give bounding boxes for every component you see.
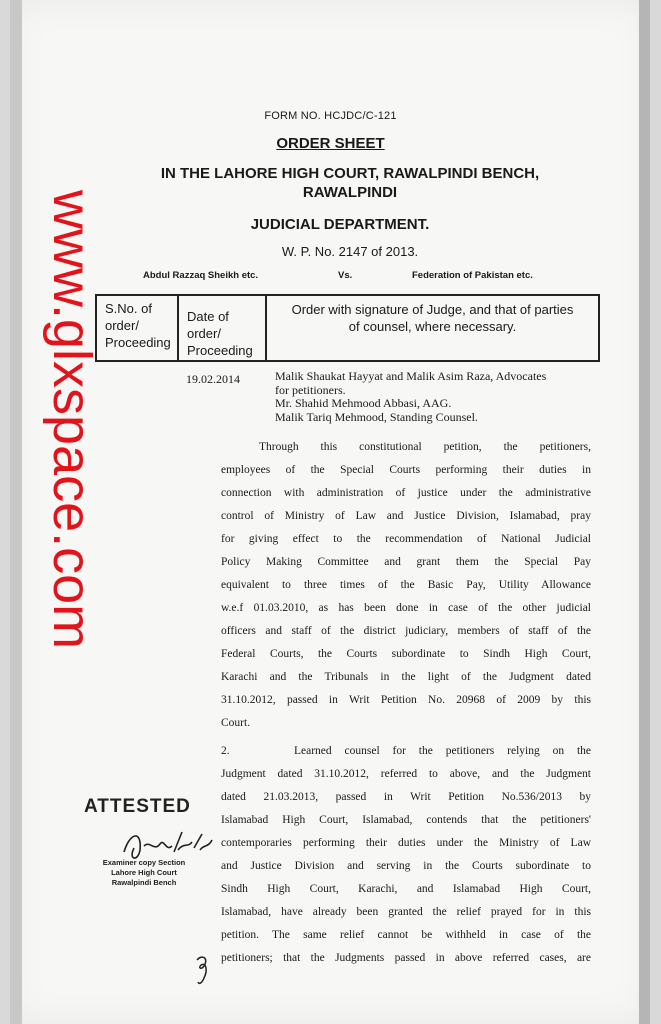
- respondent-name: Federation of Pakistan etc.: [412, 270, 533, 281]
- counsel-appearances: Malik Shaukat Hayyat and Malik Asim Raza, Advocates for petitioners. Mr. Shahid Mehmood Abbasi, AAG. Malik Tariq Mehmood, Standing Counsel.: [275, 369, 547, 424]
- paragraph-2: 2. Learned counsel for the petitioners relying on the Judgment dated 31.10.2012, referred to above, and the Judgment dated 21.03.2013, passed in Writ Petition No.536/2013 by Islamabad High Court, Islamabad, contends that the petitioners' contemporaries performing their duties under the Ministry of Law and Justice Division and serving in the Courts subordinate to Sindh High Court, Karachi, and Islamabad High Court, Islamabad, have already been granted the relief prayed for in this petition. The same relief cannot be withheld in case of the petitioners; that the Judgments passed in above referred cases, are: [221, 745, 591, 964]
- stamp-office: Examiner copy Section Lahore High Court Rawalpindi Bench: [102, 858, 186, 887]
- col-order-header: Order with signature of Judge, and that of parties of counsel, where necessary.: [291, 302, 574, 334]
- scan-left-edge: [10, 0, 22, 1024]
- case-number: W. P. No. 2147 of 2013.: [281, 244, 419, 259]
- signature-mark: [120, 822, 215, 872]
- court-line-1: IN THE LAHORE HIGH COURT, RAWALPINDI BENCH,: [160, 165, 540, 182]
- watermark-url: www.glxspace.com: [42, 190, 102, 650]
- stamp-title: ATTESTED: [84, 796, 191, 817]
- court-name: [130, 164, 570, 202]
- paragraph-1: Through this constitutional petition, the petitioners, employees of the Special Courts performing their duties in connection with administration of justice under the administrative control of Ministry of Law and Justice Division, Islamabad, pray for giving effect to the recommendation of National Judicial Policy Making Committee and grant them the Special Pay equivalent to three times of the Basic Pay, Utility Allowance w.e.f 01.03.2010, as has been done in case of the other judicial officers and staff of the district judiciary, members of staff of the Federal Courts, the Courts subordinate to Sindh High Court, Karachi and the Tribunals in the light of the Judgment dated 31.10.2012, passed in Writ Petition No. 20968 of 2009 by this Court.: [221, 441, 591, 729]
- order-date: 19.02.2014: [186, 372, 240, 386]
- petitioner-name: Abdul Razzaq Sheikh etc.: [143, 270, 259, 281]
- attested-stamp: [84, 796, 214, 887]
- col-serial-header: S.No. of order/ Proceeding: [97, 296, 179, 360]
- court-line-2: RAWALPINDI: [302, 184, 398, 201]
- versus-label: Vs.: [338, 270, 353, 281]
- order-table-header: [95, 294, 600, 362]
- form-number: FORM NO. HCJDC/C-121: [264, 110, 397, 122]
- col-date-header: Date of order/ Proceeding: [179, 296, 267, 360]
- department-heading: JUDICIAL DEPARTMENT.: [250, 216, 430, 233]
- handwritten-initial: [192, 952, 214, 990]
- scan-right-edge: [639, 0, 650, 1024]
- document-title: ORDER SHEET: [276, 135, 385, 152]
